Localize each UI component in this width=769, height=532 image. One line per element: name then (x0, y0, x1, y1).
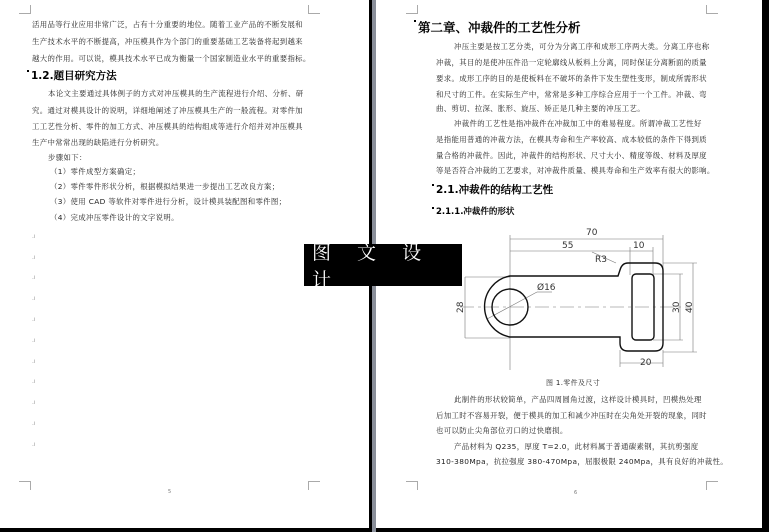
body-text-line: 冲裁件的工艺性是指冲裁件在冲裁加工中的难易程度。所谓冲裁工艺性好 (454, 119, 702, 128)
paragraph-mark: .ı (32, 358, 36, 365)
body-text-line: 生产技术水平的不断提高，冲压模具作为个部门的重要基础工艺装备将起到越来 (32, 37, 303, 46)
paragraph-mark: .ı (32, 233, 36, 240)
step-item: （4）完成冲压零件设计的文字说明。 (50, 213, 179, 222)
body-text-line: 活用品等行业应用非常广泛，占有十分重要的地位。随着工业产品的不断发展和 (32, 20, 303, 29)
paragraph-mark: .ı (32, 441, 36, 448)
paragraph-mark: .ı (32, 399, 36, 406)
body-text-line: 曲、剪切、拉深、胀形、旋压、矫正是几种主要的冲压工艺。 (436, 104, 645, 113)
crop-mark (406, 481, 418, 490)
crop-mark (19, 481, 31, 490)
body-text-line: 冲压主要是按工艺分类，可分为分离工序和成形工序两大类。分离工序也称 (454, 42, 710, 51)
body-text-line: 产品材料为 Q235，厚度 T=2.0，此材料属于普通碳素钢，其抗剪强度 (454, 442, 699, 451)
watermark-overlay: 图 文 设 计 (304, 244, 462, 286)
dim-40: 40 (685, 301, 695, 313)
body-text-line: 要求。成形工序的目的是使板料在不破坏的条件下发生塑性变形，制成所需形状 (436, 74, 707, 83)
body-text-line: 310-380Mpa，抗拉强度 380-470Mpa，屈服极限 240Mpa，具有良好的冲裁性。 (436, 457, 728, 466)
step-item: （1）零件成型方案确定； (50, 167, 141, 176)
section-heading (432, 182, 553, 197)
paragraph-mark: .ı (32, 254, 36, 261)
body-text-line: 和尺寸的工件。在实际生产中，常常是多种工序综合应用于一个工件。冲裁、弯 (436, 90, 707, 99)
body-text-line: 工工艺性分析、零件的加工方式、冲压模具的结构组成等进行介绍并对冲压模具 (32, 122, 303, 131)
section-heading-text: 2.1.冲裁件的结构工艺性 (436, 184, 554, 196)
paragraph-mark: .ı (32, 316, 36, 323)
body-text-line: 越大的作用。可以说，模具技术水平已成为衡量一个国家制造业水平的重要指标。 (32, 54, 311, 63)
body-text-line: 究。通过对模具设计的说明，详细地阐述了冲压模具生产的一般流程。对零件加 (32, 106, 303, 115)
dim-10: 10 (633, 241, 645, 251)
paragraph-mark: .ı (32, 420, 36, 427)
paragraph-mark: .ı (32, 295, 36, 302)
dim-d16: Ø16 (537, 283, 556, 293)
heading-bullet (432, 207, 434, 209)
body-text-line: 是指能用普通的冲裁方法，在模具寿命和生产率较高、成本较低的条件下得到质 (436, 135, 707, 144)
body-text-line: 生产中常常出现的缺陷进行分析研究。 (32, 138, 164, 147)
heading-bullet (432, 184, 434, 186)
chapter-heading-text: 第二章、冲裁件的工艺性分析 (418, 20, 581, 35)
section-heading (27, 68, 117, 83)
body-text-line: 本论文主要通过具体例子的方式对冲压模具的生产流程进行介绍、分析、研 (48, 89, 304, 98)
crop-mark (406, 5, 418, 14)
page-number: 5 (168, 489, 172, 495)
page-edge (762, 0, 769, 532)
step-item: （3）使用 CAD 等软件对零件进行分析，设计模具装配图和零件图； (50, 197, 287, 206)
paragraph-mark: .ı (32, 274, 36, 281)
subsection-heading-text: 2.1.1.冲裁件的形状 (436, 207, 515, 217)
body-text-line: 也可以防止尖角部位刃口的过快磨损。 (436, 426, 568, 435)
part-drawing (440, 215, 720, 375)
body-text-line: 此制件的形状较简单，产品四周圆角过渡，这样设计模具时，凹模热处理 (454, 395, 702, 404)
body-text-line: 等是否符合冲裁的工艺要求，对冲裁件质量、模具寿命和生产效率有很大的影响。 (436, 166, 715, 175)
crop-mark (308, 481, 320, 490)
dim-70: 70 (586, 228, 598, 238)
section-heading-text: 1.2.题目研究方法 (31, 70, 117, 82)
crop-mark (706, 481, 718, 490)
page-number: 6 (574, 490, 578, 496)
dim-55: 55 (562, 241, 574, 251)
steps-intro: 步骤如下： (48, 153, 87, 162)
chapter-heading (414, 18, 581, 36)
dim-28: 28 (456, 301, 466, 313)
dim-r3: R3 (595, 255, 607, 265)
paragraph-mark: .ı (32, 378, 36, 385)
crop-mark (19, 5, 31, 14)
body-text-line: 后加工时不容易开裂，便于模具的加工和减少冲压时在尖角处开裂的现象，同时 (436, 411, 707, 420)
body-text-line: 量合格的冲裁件。因此，冲裁件的结构形状、尺寸大小、精度等级、材料及厚度 (436, 151, 707, 160)
figure-caption: 图 1.零件及尺寸 (546, 379, 601, 387)
crop-mark (706, 5, 718, 14)
crop-mark (308, 5, 320, 14)
step-item: （2）零件零件形状分析，根据模拟结果进一步提出工艺改良方案； (50, 182, 280, 191)
heading-bullet (414, 20, 416, 22)
heading-bullet (27, 70, 29, 72)
dim-30: 30 (672, 301, 682, 313)
dim-20: 20 (640, 358, 652, 368)
body-text-line: 冲裁，其目的是使冲压件沿一定轮廓线从板料上分离，同时保证分离断面的质量 (436, 58, 707, 67)
paragraph-mark: .ı (32, 337, 36, 344)
